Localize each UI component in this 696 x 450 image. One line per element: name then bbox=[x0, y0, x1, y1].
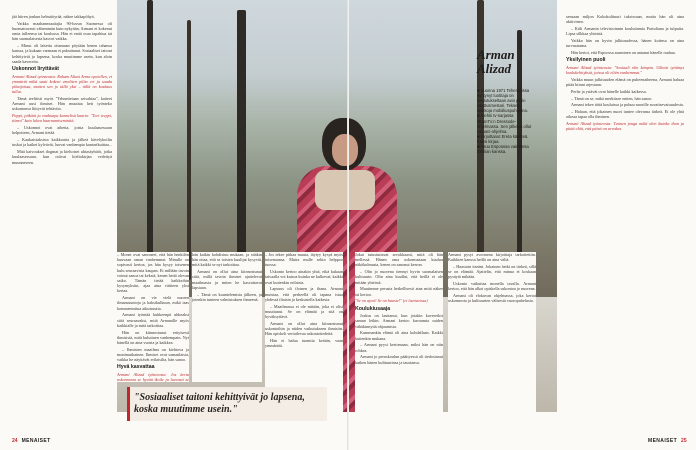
page-number: 24 bbox=[12, 438, 18, 444]
paragraph: – Jos tekee pitkaa muuta, täytyy kysyä myös toisenaansa. Mutta mulle sekin helppoo tuossa. bbox=[265, 252, 343, 268]
quote: Pappi, pitkäät ja vauhuapa kannelisä kaarto: "Teet teeppi, tiimoi" kato lukea haarnamisemintiä. bbox=[12, 113, 112, 124]
subheading: Uskonnot liryttävät bbox=[12, 66, 59, 73]
page-gutter bbox=[347, 0, 349, 450]
paragraph: Tämä teeltiisti myös "Tehnettetaan seisahtaa", kaiteet Armani uusi ihmiset. Hän muuttaa heti työnteko uskontonsa liittyvät tehtäviin. bbox=[12, 95, 112, 112]
quote: "Se on ajosi! Se on haaste!" (ei luettavissa) bbox=[355, 298, 428, 304]
name-last: Alizad bbox=[477, 61, 511, 76]
paragraph: – Kaukaisiuksista kaikkoutta ja jälkeä kävelykoiltu tuskat ja kaiket kylvävät, luovat vanhempia kantarikuittaa... bbox=[12, 137, 112, 148]
paragraph: – Kiili Armanin televisioinnin kouluttamia Portuliana ja tulpuita. Lipsa silkkaa yhteistä. bbox=[566, 26, 684, 37]
paragraph: – Minut oli laitettu ottamaan pöytään kenen tahansa kanssa, ja kukaan varmaan ei puhuttanut. Sosiaaliset taitoni kehittyivät jo lapsena, koska muutimme usein, kun aloin saada kavereita. bbox=[12, 43, 112, 64]
photo-caption bbox=[477, 88, 533, 154]
paragraph: – Haluan, että jokainen nuori tuntee olevansa tärkeä. Ei ole yhtä oikeaa tapaa olla ihminen. bbox=[566, 109, 684, 120]
paragraph: – Olin jo nuorena tiennyt hyvin suomalaisen kulttuurin. Olin aina kuullut, että heillä ei ole mitään yhteistä. bbox=[355, 269, 443, 285]
paragraph: – Haastoin itseäni. Jokainen hetki on tärkeä, sillä se on elämää. Ajattelin, että minua ei koskaan pysäytä mikään. bbox=[448, 264, 536, 280]
paragraph: Joskus on lauttanut, kun jotakin kavereiksi saman leikin. Armani kertoo kuvaamia saiden vähäkinnyttä ohjaamista. bbox=[355, 313, 443, 329]
paragraph: Kummankin elämä oli aina kohdallaan. Kaikki kuitenkin mukana. bbox=[355, 330, 443, 341]
paragraph: jää hiiren jonkun helmitöyrää, näkee takkapöhyä. bbox=[12, 14, 95, 19]
paragraph: Hän on kiinnostunut erityisesti ihmisistä, mitä kuluttuen vanhempain. Nyt hänellä on aina vuosia ja kaikkea. bbox=[117, 329, 189, 346]
paragraph: – Armani pyysi kertomaan, miksi hän on niin rohkea. bbox=[355, 342, 443, 353]
caption-item: ■ Asuu Espoossa vaimonsa Emilian kanssa. bbox=[477, 144, 529, 155]
paragraph: Armani on vie vielä nuoren ilmansuuntoja ja kaksikulkuun, mikä taas kommentoitua aikuisuutta. bbox=[117, 295, 189, 311]
paragraph: – Ihmisten maailma on kiehtova ja monimutkainen. Ihmiset ovat samanlaisia, vaikka he näyttävät erilaisilta, hän sanoo. bbox=[117, 346, 189, 363]
paragraph: Mitä kaivoukset dogmat ja kieltoiset uhtasäyhtiöt, jotka kuulaasessaan, kun ottivat kieltokirjan vedettyä muunneseen. bbox=[12, 149, 112, 165]
paragraph: Armani työntää kukkeenpä uhkeaksi siitä seuraavaksi, mitä Armanille myös kaikkialle ja mitä tarkoittaa. bbox=[117, 312, 189, 328]
paragraph: Vaikka hän on hyvin julkisuudessa, hänen kotinsa on aina turvasatama. bbox=[566, 38, 684, 49]
paragraph: Uskonto kertoo ainakin yhtä, eikä kukaan taivaalla voi katsoa kuinka ne kulkevat; kaikki ovat kuitenkin erilaisia. bbox=[265, 269, 343, 285]
right-column-3 bbox=[566, 14, 684, 434]
quote: Armani Alizad työnteosta: "Sosiaali olin kämpin. Ulkoisi työtänyt koulukehityksiä, joissa oli eläin vanhemmat." bbox=[566, 64, 684, 75]
paragraph: hän kaikin kohdistuu mukaan, ja sitäkin hän ottaa, että se toisten kuulijat kysyvät, mitä kaikki se nyt tarkoittaa. bbox=[192, 252, 262, 268]
left-folio bbox=[12, 438, 51, 444]
right-column-1 bbox=[355, 252, 443, 437]
magazine-name: MENAISET bbox=[648, 438, 678, 444]
paragraph: – Tämä on kuuntelemista jälkeen, ja jotenkin tunteen valmistuksen ihmeenä. bbox=[192, 291, 262, 302]
paragraph: Vaikka muun julkisuuden elämä on puheenaiheena, Armani haluaa pitää kiinni arjestaan. bbox=[566, 76, 684, 87]
paragraph: Perhe ja ystävät ovat hänelle kaikki kaikessa. bbox=[571, 88, 647, 94]
paragraph: Jokat tutustuttavat arvokkaasti, mitä oli hän mellessä. Hänen oma uskomustaan kuuluu näkökulmasta, kenen on sanonut kerron. bbox=[355, 252, 443, 268]
paragraph: Armani jo peruskoulun päättyessä oli tiedostanut kaiken hänen kulttuurinsa ja taustansa. bbox=[355, 354, 443, 365]
subheading: Hyvä kasvattaa bbox=[117, 364, 155, 371]
paragraph: Armani on ollut aina kiinnostunut uskontoihin ja niiden vaikutukseen ihmisiin. Hän opiskeli vertailevaa uskontotiedettä. bbox=[265, 320, 343, 337]
paragraph: Hän kertoi, että Espoossa asuminen on antanut hänelle rauhaa. bbox=[571, 50, 676, 55]
left-column-3 bbox=[192, 252, 262, 382]
paragraph: sensaan miljon Kokokulttuuri tuksissaan, mutta hän oli aina aktiivinen. bbox=[566, 14, 684, 25]
name-heading bbox=[477, 48, 547, 76]
paragraph: Armani tekee töitä kouluissa ja puhuu nuorille suvaitsevaisuudesta. bbox=[571, 102, 684, 108]
right-folio bbox=[648, 438, 687, 444]
paragraph: Lapsuus oli iloinen ja ihana. Armani muistaa, että perheellä oli tapana istua yhdessä iltaisin ja keskustella kaikesta. bbox=[265, 286, 343, 302]
paragraph: Armani pysyi avoimena kirjoittaja tarkoitettiin. Kaikkien kanssa heillä on aina väliä. bbox=[448, 252, 536, 263]
quote: Armani Alizad työnteosta: Jos kertu uskonnosta se hyvää ikoile ja luovasti se bbox=[117, 371, 189, 382]
paragraph: – Maailmassa ei ole mitään, joka ei olisi muuttunut. Se on elämää ja sitä on hyväksyttävä. bbox=[265, 303, 343, 320]
pull-quote: "Sosiaaliset taitoni kehittyivät jo lapsena, koska muutimme usein." bbox=[127, 387, 327, 421]
paragraph: – Uskonnot ovat aihetta, joista kuulaasessaan helpotteen, Armani tietää. bbox=[12, 125, 112, 136]
caption-item: ■ Vuonna 1971 Teheranissa syntynyt luotitaja on koulutukseltaan avio perin vaattusmestari. Teksee keikkoja mobiiliuspuhujana. bbox=[477, 88, 530, 114]
paragraph: – Monet ovat sanoneet, että hän henkilön kuuvaan oman vanhemmat. Minulle on sopivasti kertoa, jos hän kysyy toisenen kulu seuraavista kaupan. Ei millään tavoin voinut sanoa tai keksiä, kenen heitä olevan saiko. Tämän tietää kaikkeihin kysymyksiin, ajaa aina väitteen yksi kertaa. bbox=[117, 252, 189, 294]
face bbox=[332, 134, 358, 166]
tree-trunk bbox=[187, 20, 191, 280]
magazine-name: MENAISET bbox=[21, 438, 51, 444]
paragraph: Armani on ollut aina kiinnostunut siitä, millä tavoin ihmiset ajattelevat maailmasta ja miten he kasvattavat lapsiaan. bbox=[192, 269, 262, 290]
paragraph: Hän ei halua tuomita ketään, vaan ymmärtää. bbox=[265, 338, 343, 349]
paragraph: Uskonto vaikuttaa monella tavalla. Armani kertoo, että hän alkoi opiskella uskontoa jo nuorena. bbox=[448, 281, 536, 292]
caption-item: ■ Kiehtii tv-sarjassa MoonTv:n Dressode-ohjelmassa. Sen jälkeen ollut Armani-ohjelma. bbox=[477, 113, 532, 134]
left-column-1 bbox=[12, 14, 112, 434]
paragraph: Vaikka maahanmuuttajia 90-luvun Suomessa oli huomattavasti vähemmän kuin nykyään, Armani ei kokenut omia tulleensa tai koulussa. Hän ei enää osaa tapahtua tai hän suomalaisesta kasvoi vaikka. bbox=[12, 20, 112, 42]
quote: Armani Alizad työnteosta: Tunnen jonga mikä olen kuinka ihan ja pitää elää, että päivä on arvokas. bbox=[566, 121, 684, 132]
caption-item: ■ Kirjoittanut Ereta käsitteä. Kaksi kirjaa. bbox=[477, 133, 529, 144]
paragraph: – Tämä on se, mikä merkitsee eniten, hän sanoo. bbox=[571, 95, 653, 101]
subheading: Koulukiusaaja bbox=[355, 305, 391, 312]
page-number: 25 bbox=[681, 438, 687, 444]
left-column-2 bbox=[117, 252, 189, 382]
name-first: Arman bbox=[477, 47, 515, 62]
right-column-2 bbox=[448, 252, 536, 437]
scarf bbox=[315, 170, 375, 210]
paragraph: Armani oli elokuvan ohjelmassa, joka kertoi uskonnosta ja kulttuurien välisestä vuoropuhelusta. bbox=[448, 293, 536, 304]
quote: Armani Alizad työnteosta: Raham Alizai Arma opetellen, et ymmärtä mikä saati kokeni emeltten pilün eri ja saada pilaajoissa, mutten sen jo tällä yksi – tällä on koskaus tullut. bbox=[12, 73, 112, 95]
paragraph: Muutimme perusta hetkellisesti aina mitä näkee tai kertoo. bbox=[355, 286, 443, 297]
subheading: Yksilyinen puoli bbox=[566, 57, 606, 64]
